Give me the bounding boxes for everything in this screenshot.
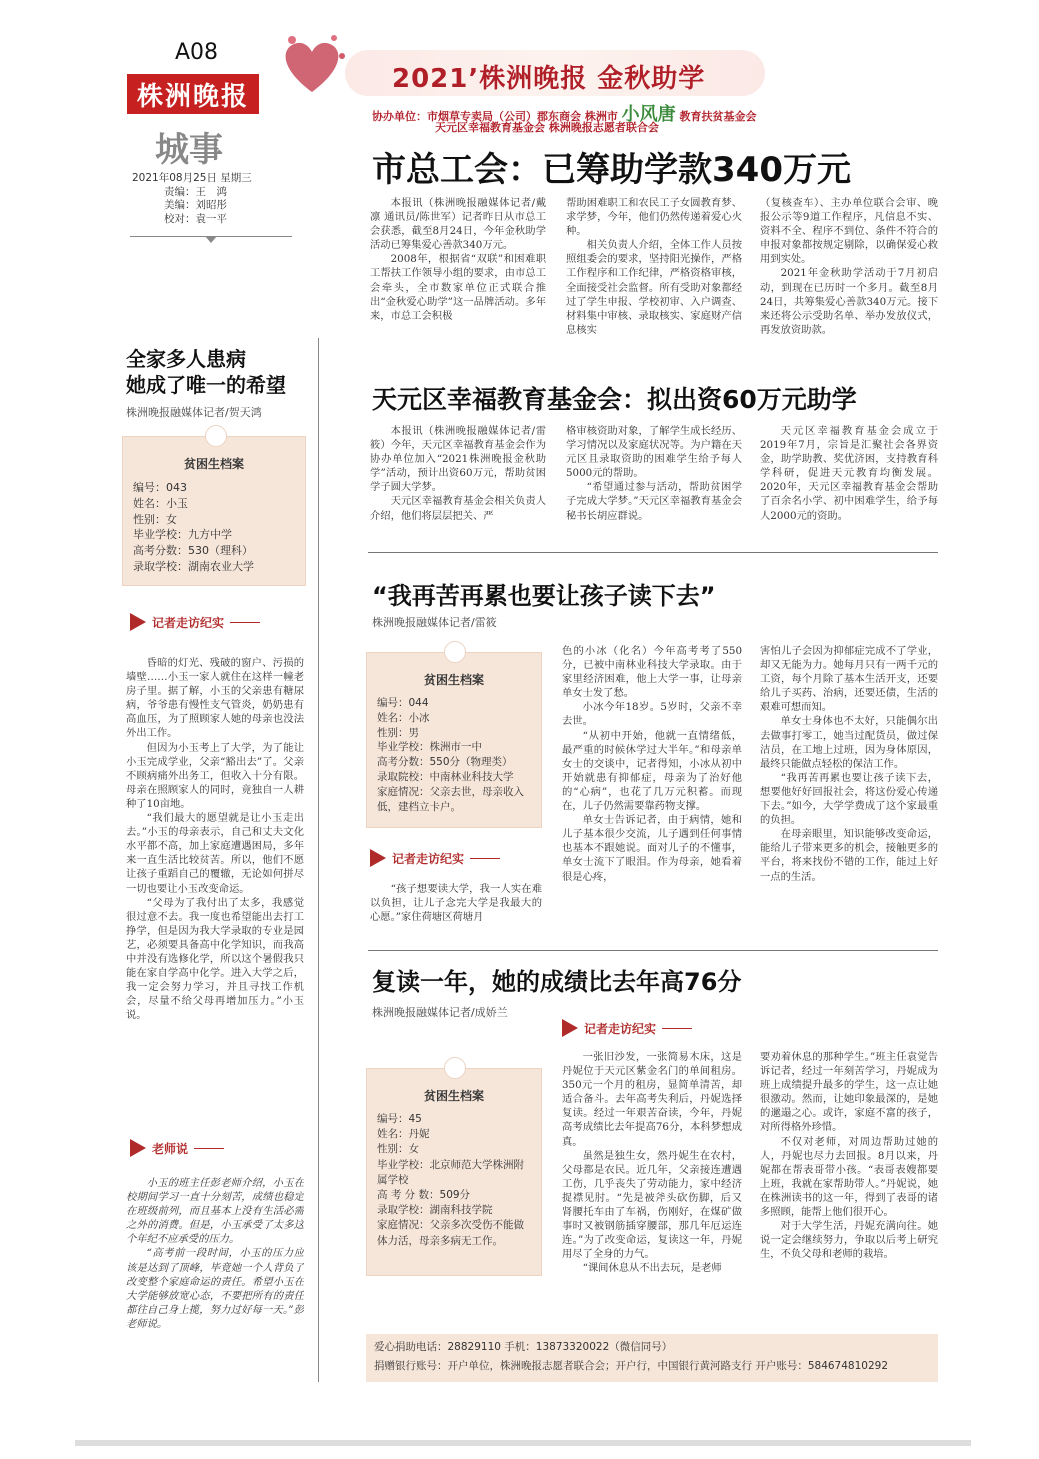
card-field: 高考分数：530（理科）	[133, 544, 253, 558]
paragraph: “课间休息从不出去玩，是老师	[582, 1262, 722, 1275]
section-name: 城事	[155, 130, 223, 170]
sponsors-text-a: 协办单位：市烟草专卖局（公司）郡东商会 株洲市	[372, 110, 618, 123]
card-field: 毕业学校：九方中学	[133, 528, 232, 542]
paragraph: “我再苦再累也要让孩子读下去，想要他好好回报社会，将这份爱心传递下去。”如今，大学学费成了这个家最重的负担。	[760, 771, 938, 827]
story-3-byline: 株洲晚报融媒体记者/成娇兰	[372, 1006, 508, 1019]
tag-label: 记者走访纪实	[152, 615, 225, 630]
card-field: 录取学校：湖南农业大学	[133, 559, 254, 573]
paragraph: 小冰今年18岁。5岁时，父亲不幸去世。	[562, 701, 742, 728]
paragraph: 色的小冰（化名）今年高考考了550分，已被中南林业科技大学录取。由于家里经济困难，他上大学一事，让母亲单女士发了愁。	[562, 645, 742, 700]
card-field: 编号：45	[377, 1113, 422, 1125]
article-2-column-2	[566, 424, 742, 536]
article-2-column-1	[370, 424, 546, 536]
article-1-column-2	[566, 196, 742, 348]
story-1-byline: 株洲晚报融媒体记者/贺天鸿	[126, 406, 262, 419]
card-field: 姓名：小冰	[377, 711, 430, 724]
paragraph: 但因为小玉考上了大学，为了能让小玉完成学业，父亲“豁出去”了。父亲不顾病痛外出务工，但收入十分有限。母亲在照顾家人的同时，竟独自一人耕种了10亩地。	[126, 741, 304, 810]
card-field: 录取院校：中南林业科技大学	[377, 770, 514, 783]
tag-rule	[662, 1028, 692, 1029]
paragraph: 不仅对老师，对周边帮助过她的人，丹妮也尽力去回报。8月以来，丹妮都在帮表哥带小孩。“表哥表嫂都要上班，我就在家帮助带人。”丹妮说，她在株洲读书的这一年，得到了表哥的诸多照顾，能帮上他们很开心。	[760, 1135, 938, 1219]
article-1-column-3	[760, 196, 938, 348]
paragraph: 本报讯（株洲晚报融媒体记者/戴凛 通讯员/陈世军）记者昨日从市总工会获悉，截至8月24日，今年金秋助学活动已筹集爱心善款340万元。	[370, 197, 546, 252]
paragraph: 单女士身体也不太好，只能偶尔出去做事打零工，她当过配货员，做过保洁员，在工地上过班，因为身体原因，最终只能做点轻松的保洁工作。	[760, 715, 938, 770]
card-field: 姓名：小玉	[133, 496, 188, 510]
card-notch-icon	[444, 641, 466, 663]
paragraph: （复核查车）、主办单位联合会审、晚报公示等9道工作程序，凡信息不实、资料不全、程序不到位、条件不符合的申报对象都按规定剔除，以确保爱心救用到实处。	[760, 197, 938, 266]
paragraph: 对于大学生活，丹妮充满向往。她说一定会继续努力，争取以后考上研究生，不负父母和老师的栽培。	[760, 1220, 938, 1261]
paragraph: 帮助困难职工和农民工子女圆教育梦、求学梦，今年，他们仍然传递着爱心火种。	[566, 197, 742, 238]
paragraph: 小玉的班主任彭老师介绍，小玉在校期间学习一直十分刻苦，成绩也稳定在班级前列，而且基本上没有生活必需之外的消费。但是，小玉承受了太多这个年纪不应承受的压力。	[126, 1177, 304, 1246]
teacher-comment	[126, 1176, 304, 1386]
tag-label: 记者走访纪实	[392, 851, 465, 866]
card-notch-icon	[205, 425, 227, 447]
story-2-column-2	[760, 644, 938, 940]
paragraph: 要劝着休息的那种学生。”班主任袁觉告诉记者，经过一年刻苦学习，丹妮成为班上成绩提升最多的学生，这一点让她很激动。然而，让她印象最深的，是她的邋遢之心。或许，家庭不富的孩子，对所得格外珍惜。	[760, 1051, 938, 1134]
pen-arrow-icon	[130, 1139, 146, 1157]
section-tag-1	[130, 612, 260, 632]
section-divider	[368, 950, 938, 951]
student-profile-card-3	[366, 1068, 542, 1276]
divider-pointer-icon	[205, 236, 217, 243]
section-tag-2	[370, 848, 500, 868]
paragraph: 2008年，根据省“双联”和困难职工帮扶工作领导小组的要求，由市总工会牵头，全市数家单位正式联合推出“金秋爱心助学”这一品牌活动。多年来，市总工会积极	[370, 253, 546, 322]
paragraph: 在母亲眼里，知识能够改变命运，能给儿子带来更多的机会，接触更多的平台，将来找份不错的工作，能过上好一点的生活。	[760, 828, 938, 883]
paragraph: 天元区幸福教育基金会成立于2019年7月，宗旨是汇聚社会各界资金，助学助教、奖优济困，支持教育科学科研，促进天元教育均衡发展。2020年，天元区幸福教育基金会帮助了百余名小学、初中困难学生，给予每人2000元的资助。	[760, 425, 938, 522]
section-tag-teacher	[130, 1138, 224, 1158]
card-notch-icon	[444, 1057, 466, 1079]
hearts-decoration-icon	[272, 30, 352, 100]
donation-info-box	[366, 1334, 938, 1382]
donation-phone: 爱心捐助电话：28829110 手机：13873320022（微信同号）	[374, 1341, 673, 1353]
article-1-headline: 市总工会：已筹助学款340万元	[372, 150, 851, 190]
card-title: 贫困生档案	[423, 1089, 484, 1103]
card-field: 毕业学校：北京师范大学株洲附属学校	[377, 1158, 524, 1186]
card-field: 姓名：丹妮	[377, 1128, 430, 1141]
paragraph: 天元区幸福教育基金会相关负责人介绍，他们将层层把关、严	[370, 495, 546, 522]
paragraph: 害怕儿子会因为抑郁症完成不了学业，却又无能为力。她每月只有一两千元的工资，每个月除了基本生活开支，还要给儿子买药、治病，还要还债，生活的艰难可想而知。	[760, 645, 938, 714]
card-field: 编号：044	[377, 697, 429, 709]
paragraph: 相关负责人介绍，全体工作人员按照组委会的要求，坚持阳光操作，严格工作程序和工作纪律，严格资格审核，全面接受社会监督。所有受助对象都经过了学生申报、学校初审、入户调查、材料集中审核、录取核实、家庭财产信息核实	[566, 239, 742, 336]
pen-arrow-icon	[370, 849, 386, 867]
campaign-title: 2021’株洲晚报 金秋助学	[392, 64, 706, 94]
paragraph: 单女士告诉记者，由于病情，她和儿子基本很少交流，儿子遇到任何事情也基本不跟她说。面对儿子的不懂事，单女士流下了眼泪。作为母亲，她看着很是心疼，	[562, 814, 742, 883]
issue-date: 2021年08月25日 星期三	[132, 172, 252, 184]
tag-rule	[194, 1148, 224, 1149]
story-3-headline: 复读一年，她的成绩比去年高76分	[372, 968, 742, 996]
designer-credit: 美编：刘昭彤	[164, 199, 227, 211]
tag-label: 老师说	[152, 1141, 189, 1156]
paragraph: 昏暗的灯光、残破的窗户、污损的墙壁……小玉一家人就住在这样一幢老房子里。据了解，小玉的父亲患有糖尿病，爷爷患有慢性支气管炎，奶奶患有高血压，为了照顾家人她的母亲也没法外出工作。	[126, 657, 304, 740]
story-3-column-1	[562, 1050, 742, 1320]
paragraph: 虽然是独生女，然丹妮生在农村，父母都是农民。近几年，父亲接连遭遇工伤，几乎丧失了劳动能力，家中经济捉襟见肘。“先是被斧头砍伤脚，后又肾腰托车由了车祸，伤刚好，在煤矿做事时又被钢筋插穿腰部，那几年厄运连连。”为了改变命运，复读这一年，丹妮用尽了全身的力气。	[562, 1149, 742, 1261]
card-field: 家庭情况：父亲多次受伤不能做体力活，母亲多病无工作。	[377, 1219, 524, 1247]
card-field: 性别：女	[133, 512, 177, 526]
tag-rule	[230, 622, 260, 623]
sponsors-text-b: 教育扶贫基金会	[679, 110, 757, 123]
column-divider	[318, 338, 319, 1382]
paragraph: “父母为了我付出了太多，我感觉很过意不去。我一度也希望能出去打工挣学，但是因为我大学录取的专业是园艺，必须要具备高中化学知识，而我高中并没有选修化学，所以这个暑假我只能在家自学高中化学。进入大学之后，我一定会努力学习，并且寻找工作机会，尽量不给父母再增加压力。”小玉说。	[126, 896, 304, 1022]
paragraph: 本报讯（株洲晚报融媒体记者/雷筱）今年，天元区幸福教育基金会作为协办单位加入“2021株洲晚报金秋助学”活动，预计出资60万元，帮助贫困学子圆大学梦。	[370, 425, 546, 494]
issue-info	[132, 172, 252, 226]
card-field: 高考分数：550分（物理类）	[377, 756, 513, 769]
story-3-column-2	[760, 1050, 938, 1320]
editor-credit: 责编：王 鸿	[164, 185, 227, 198]
card-field: 性别：男	[377, 726, 419, 739]
story-1-headline	[126, 346, 286, 398]
article-2-column-3	[760, 424, 938, 536]
donation-bank: 捐赠银行账号：开户单位，株洲晚报志愿者联合会；开户行，中国银行黄河路支行 开户账号：584674810292	[374, 1360, 889, 1372]
card-field: 录取学校：湖南科技学院	[377, 1204, 493, 1217]
story-2-column-1	[562, 644, 742, 940]
card-title: 贫困生档案	[183, 457, 244, 471]
card-field: 家庭情况：父亲去世，母亲收入低，建档立卡户。	[377, 785, 524, 813]
paragraph: 2021年金秋助学活动于7月初启动，到现在已历时一个多月。截至8月24日，共筹集爱心善款340万元。接下来还将公示受助名单、举办发放仪式，再发放资助款。	[760, 267, 938, 336]
card-field: 性别：女	[377, 1143, 419, 1156]
story-2-byline: 株洲晚报融媒体记者/雷筱	[372, 616, 497, 629]
paragraph: “从初中开始，他就一直情绪低，最严重的时候休学过大半年。”和母亲单女士的交谈中，记者得知，小冰从初中开始就患有抑郁症，母亲为了治好他的“心病”，也花了几万元积蓄。而现在，儿子仍然需要靠药物支撑。	[562, 729, 742, 813]
article-2-headline: 天元区幸福教育基金会：拟出资60万元助学	[372, 385, 857, 414]
paragraph: “希望通过参与活动，帮助贫困学子完成大学梦。”天元区幸福教育基金会秘书长胡应群说。	[566, 481, 742, 522]
paragraph: “高考前一段时间，小玉的压力应该是达到了顶峰，毕竟她一个人背负了改变整个家庭命运的责任。希望小玉在大学能够放宽心态，不要把所有的责任都往自己身上揽，努力过好每一天。”彭老师说。	[126, 1247, 304, 1330]
newspaper-logo	[127, 74, 259, 114]
paragraph: “孩子想要读大学，我一人实在难以负担，让儿子念完大学是我最大的心愿。”家住荷塘区荷塘月	[370, 883, 542, 924]
story-1-headline-line-2: 她成了唯一的希望	[126, 373, 286, 397]
paragraph: 格审核资助对象，了解学生成长经历、学习情况以及家庭状况等。为户籍在天元区且录取资助的困难学生给予每人5000元的帮助。	[566, 425, 742, 480]
tag-rule	[470, 858, 500, 859]
story-2-column-0	[370, 882, 542, 942]
card-field: 高 考 分 数：509分	[377, 1189, 471, 1202]
section-divider	[368, 552, 938, 553]
sponsors-line-2: 天元区幸福教育基金会 株洲晚报志愿者联合会	[435, 121, 659, 134]
story-1-body	[126, 656, 304, 1118]
newspaper-logo-text: 株洲晚报	[136, 81, 249, 112]
paragraph: 一张旧沙发，一张简易木床，这是丹妮位于天元区紫金名门的单间租房。350元一个月的租房，显简单清苦，却适合备斗。去年高考失利后，丹妮选择复读。经过一年艰苦奋读，今年，丹妮高考成绩比去年提高76分，本科梦想成真。	[562, 1051, 742, 1148]
card-title: 贫困生档案	[423, 673, 484, 687]
story-1-headline-line-1: 全家多人患病	[126, 347, 246, 371]
story-2-headline: “我再苦再累也要让孩子读下去”	[372, 582, 716, 610]
card-field: 编号：043	[133, 481, 187, 494]
article-1-column-1	[370, 196, 546, 348]
student-profile-card-1	[122, 436, 306, 586]
student-profile-card-2	[366, 652, 542, 828]
paragraph: “我们最大的愿望就是让小玉走出去。”小玉的母亲表示，自己和丈夫文化水平都不高，加上家庭遭遇困局，多年来一直生活比较贫苦。所以，他们不愿让孩子重蹈自己的覆辙，无论如何拼尽一切也要让小玉改变命运。	[126, 812, 304, 895]
tag-label: 记者走访纪实	[584, 1021, 657, 1036]
pen-arrow-icon	[562, 1019, 578, 1037]
pen-arrow-icon	[130, 613, 146, 631]
proof-credit: 校对：袁一平	[164, 212, 227, 225]
sponsor-brand: 小风唐	[621, 104, 676, 125]
page-number: A08	[175, 40, 219, 65]
page-bottom-bar	[75, 1440, 971, 1446]
card-field: 毕业学校：株洲市一中	[377, 741, 482, 754]
section-tag-3	[562, 1018, 692, 1038]
